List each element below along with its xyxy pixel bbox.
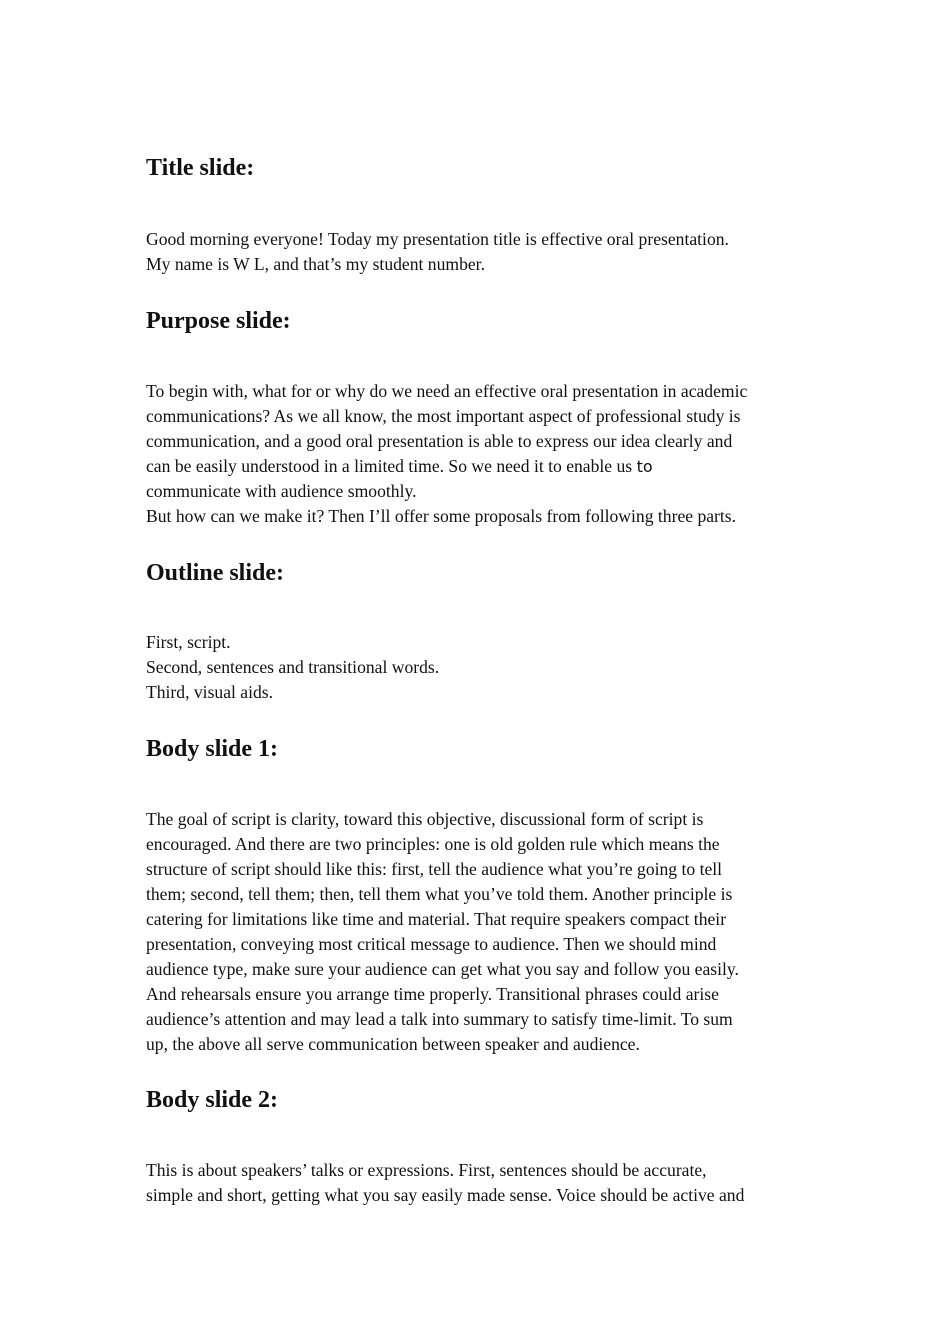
text-line: simple and short, getting what you say easily made sense. Voice should be active and (146, 1185, 745, 1205)
text-line: Good morning everyone! Today my presentation title is effective oral presentation. (146, 229, 729, 249)
text-line: audience type, make sure your audience can get what you say and follow you easily. (146, 959, 739, 979)
text-line: structure of script should like this: first, tell the audience what you’re going to tell (146, 859, 723, 879)
text-line: Second, sentences and transitional words. (146, 657, 440, 677)
text-line: catering for limitations like time and material. That require speakers compact their (146, 909, 727, 929)
text-line: To begin with, what for or why do we need an effective oral presentation in academic (146, 381, 748, 401)
text-line: My name is W L, and that’s my student number. (146, 254, 485, 274)
text-line: communications? As we all know, the most important aspect of professional study is (146, 406, 741, 426)
text-line: communication, and a good oral presentation is able to express our idea clearly and (146, 431, 733, 451)
text-line: First, script. (146, 632, 231, 652)
text-line (146, 454, 816, 479)
paragraph-body-slide-1 (146, 807, 816, 1057)
section-heading-outline-slide: Outline slide: (146, 560, 285, 586)
text-line: And rehearsals ensure you arrange time properly. Transitional phrases could arise (146, 984, 719, 1004)
paragraph-body-slide-2 (146, 1158, 816, 1208)
text-line: presentation, conveying most critical message to audience. Then we should mind (146, 934, 717, 954)
paragraph-purpose-slide (146, 379, 816, 529)
text-line: This is about speakers’ talks or expressions. First, sentences should be accurate, (146, 1160, 707, 1180)
section-heading-body-slide-2: Body slide 2: (146, 1087, 279, 1113)
text-line: audience’s attention and may lead a talk into summary to satisfy time-limit. To sum (146, 1009, 733, 1029)
text-line: Third, visual aids. (146, 682, 274, 702)
inline-word: to (636, 457, 653, 476)
section-heading-body-slide-1: Body slide 1: (146, 736, 279, 762)
text-line: The goal of script is clarity, toward this objective, discussional form of script is (146, 809, 704, 829)
section-heading-title-slide: Title slide: (146, 155, 255, 181)
section-heading-purpose-slide: Purpose slide: (146, 308, 291, 334)
text-line: communicate with audience smoothly. (146, 481, 417, 501)
paragraph-outline-slide (146, 630, 816, 705)
text-line: up, the above all serve communication between speaker and audience. (146, 1034, 640, 1054)
text-fragment: can be easily understood in a limited time. So we need it to enable us (146, 456, 633, 476)
paragraph-title-slide (146, 227, 816, 277)
text-line: them; second, tell them; then, tell them what you’ve told them. Another principle is (146, 884, 733, 904)
text-line: But how can we make it? Then I’ll offer some proposals from following three parts. (146, 506, 737, 526)
text-line: encouraged. And there are two principles: one is old golden rule which means the (146, 834, 720, 854)
